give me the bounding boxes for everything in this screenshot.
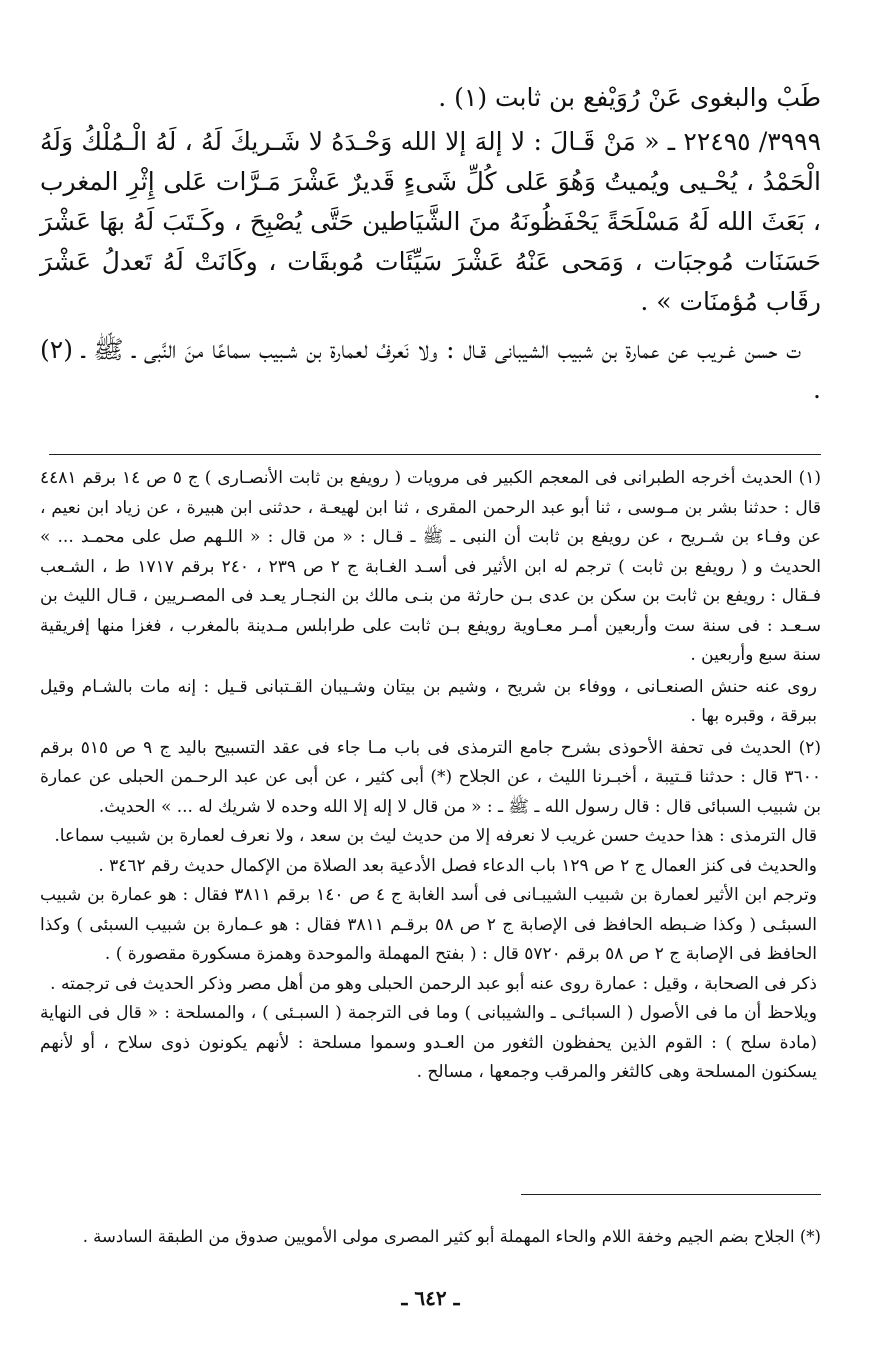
page-number: ـ ٦٤٢ ـ — [401, 1286, 460, 1310]
grading-text: ت حسن غـريب عن عمارة بن شبيب الشيبانى قـال : ولا نَعرفُ لعمارة بن شـبيب سماعًا منَ النَّبى ـ ﷺ ـ (٢) . — [40, 335, 821, 404]
footnote-2-tirmidhi: قال الترمذى : هذا حديث حسن غريب لا نعرفه إلا من حديث ليث بن سعد ، ولا نعرف لعمارة بن شبيب سماعا. — [54, 826, 817, 846]
hadith-text: ٣٩٩٩/ ٢٢٤٩٥ ـ « مَنْ قَـالَ : لا إلهَ إلا الله وَحْـدَهُ لا شَـريكَ لَهُ ، لَهُ الْـمُلْكُ وَلَهُ الْحَمْدُ ، يُحْـيى ويُميتُ وَهُوَ عَلى كُلِّ شَىءٍ قَديرٌ عَشْرَ مَـرَّات عَلى إِثْرِ المغرب ، بَعَثَ الله لَهُ مَسْلَحَةً يَحْفَظُونَهُ منَ الشَّيَاطين حَتَّى يُصْبِحَ ، وكَـتَبَ لَهُ بهَا عَشْرَ حَسَنَات مُوجبَات ، وَمَحى عَنْهُ عَشْرَ سَيِّئَات مُوبقَات ، وكَانَتْ لَهُ تَعدلُ عَشْرَ رقَاب مُؤمنَات » . — [40, 127, 821, 316]
continuation-line: طَبْ والبغوى عَنْ رُوَيْفع بن ثابت (١) . — [438, 83, 821, 112]
footnote-2-note: ويلاحظ أن ما فى الأصول ( السبائـى ـ والشيبانى ) وما فى الترجمة ( السبـئى ) ، والمسلحة : « قال فى النهاية (مادة سلح ) : القوم الذين يحفظون الثغور من العـدو وسموا مسلحة : لأنهم يكونون ذوى سلاح ، أو لأنهم يسكنون المسلحة وهى كالثغر والمرقب وجمعها ، مسالح . — [40, 1003, 817, 1082]
star-footnote: (*) الجلاح بضم الجيم وخفة اللام والحاء المهملة أبو كثير المصرى مولى الأمويين صدوق من الطبقة السادسة . — [82, 1226, 821, 1246]
main-text — [40, 78, 821, 410]
footnote-separator — [49, 454, 821, 455]
document-page — [40, 78, 821, 1364]
footnotes — [40, 464, 821, 1088]
footnote-1-continuation: روى عنه حنش الصنعـانى ، ووفاء بن شريح ، وشيم بن بيتان وشـيبان القـتبانى قـيل : إنه مات بالشـام وقيل ببرقة ، وقبره بها . — [40, 676, 817, 726]
footnote-2: (٢) الحديث فى تحفة الأحوذى بشرح جامع الترمذى فى باب مـا جاء فى عقد التسبيح باليد ج ٩ ص ٥١٥ برقم ٣٦٠٠ قال : حدثنا قـتيبة ، أخبـرنا الليث ، عن الجلاح (*) أبى كثير ، عن أبى عن عبد الرحـمن الحبلى عن عمارة بن شبيب السبائى قال : قال رسول الله ـ ﷺ ـ : « من قال لا إله إلا الله وحده لا شريك له ... » الحديث. — [40, 737, 821, 817]
footnote-2-sahaba: ذكر فى الصحابة ، وقيل : عمارة روى عنه أبو عبد الرحمن الحبلى وهو من أهل مصر وذكر الحديث فى ترجمته . — [50, 973, 817, 994]
footnote-2-ibn-athir: وترجم ابن الأثير لعمارة بن شبيب الشيبـانى فى أسد الغابة ج ٤ ص ١٤٠ برقم ٣٨١١ فقال : هو عمارة بن شبيب السبئـى ( وكذا ضـبطه الحافظ فى الإصابة ج ٢ ص ٥٨ برقـم ٣٨١١ فقال : هو عـمارة بن شبيب السبئى ) وكذا الحافظ فى الإصابة ج ٢ ص ٥٨ برقم ٥٧٢٠ قال : ( بفتح المهملة والموحدة وهمزة مسكورة مقصورة ) . — [40, 885, 817, 964]
footnote-1: (١) الحديث أخرجه الطبرانى فى المعجم الكبير فى مرويات ( رويفع بن ثابت الأنصـارى ) ج ٥ ص ١٤ برقم ٤٤٨١ قال : حدثنا بشر بن مـوسى ، ثنا أبو عبد الرحمن المقرى ، ثنا ابن لهيعـة ، حدثنى ابن هبيرة ، عن زياد ابن نعيم ، عن وفـاء بن شـريح ، عن رويفع بن ثابت أن النبى ـ ﷺ ـ قـال : « من قال : « اللـهم صل على محمـد ... » الحديث و ( رويفع بن ثابت ) ترجم له ابن الأثير فى أسـد الغـابة ج ٢ ص ٢٣٩ ، ٢٤٠ برقم ١٧١٧ ط ، الشـعب فـقال : رويفع بن ثابت بن سكن بن عدى بـن حارثة من بنـى مالك بن النجـار يعـد فى المصـريين ، قـال الليث بن سـعـد : فى سنة ست وأربعين أمـر معـاوية رويفع بـن ثابت على طرابلس مـدينة بالمغرب ، فغزا منها إفريقية سنة سبع وأربعين . — [40, 468, 822, 665]
footnote-2-kanz: والحديث فى كنز العمال ج ٢ ص ١٢٩ باب الدعاء فصل الأدعية بعد الصلاة من الإكمال حديث رقم ٣٤٦٢ . — [98, 855, 817, 876]
sub-footnote-separator — [521, 1194, 821, 1195]
